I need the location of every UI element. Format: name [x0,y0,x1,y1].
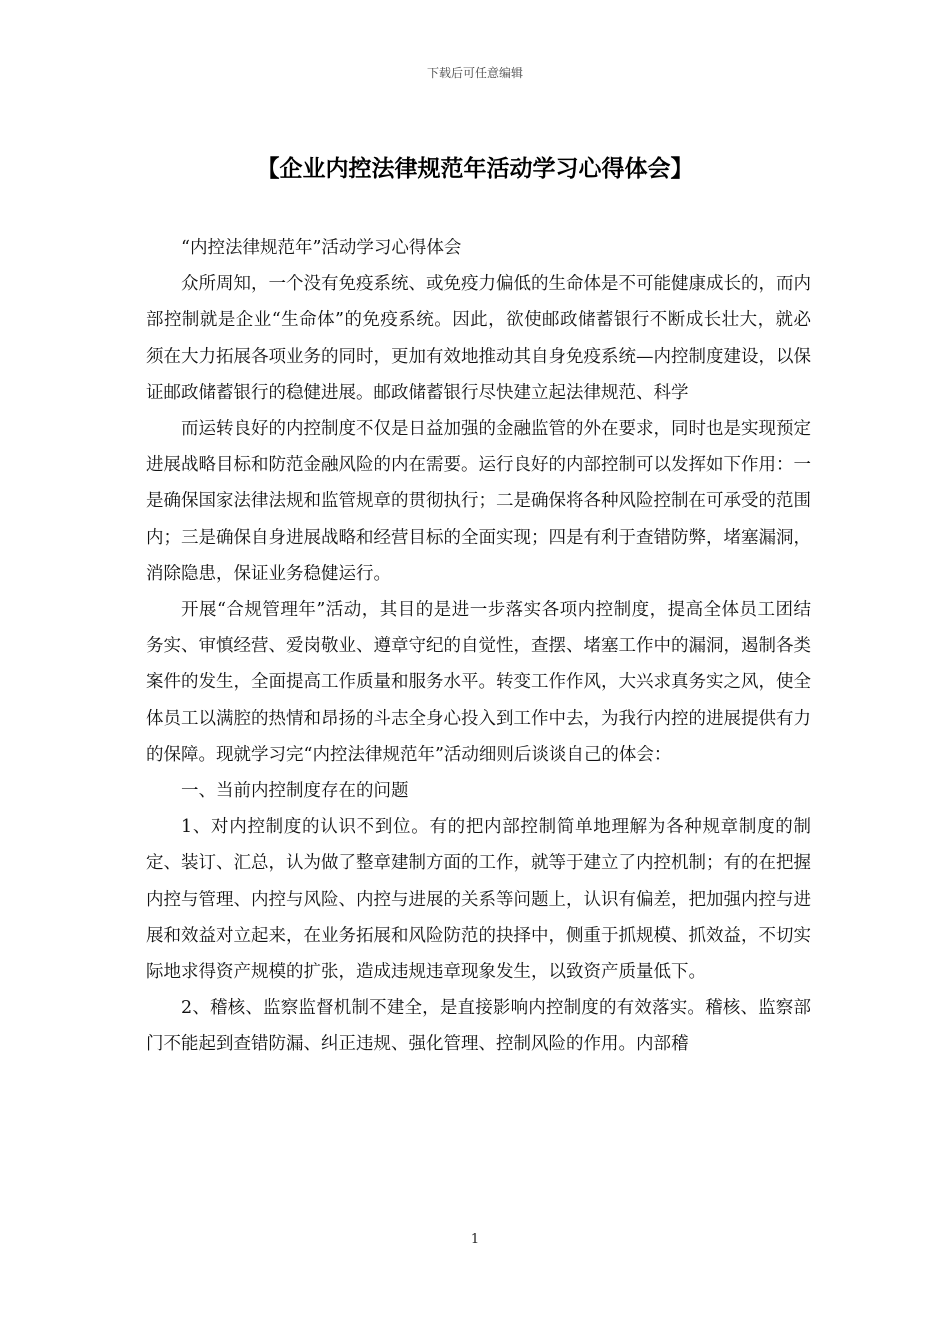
paragraph: 2、稽核、监察监督机制不建全，是直接影响内控制度的有效落实。稽核、监察部门不能起到查错防漏、纠正违规、强化管理、控制风险的作用。内部稽 [146,998,811,1055]
paragraph: 而运转良好的内控制度不仅是日益加强的金融监管的外在要求，同时也是实现预定进展战略目标和防范金融风险的内在需要。运行良好的内部控制可以发挥如下作用：一是确保国家法律法规和监管规章的贯彻执行；二是确保将各种风险控制在可承受的范围内；三是确保自身进展战略和经营目标的全面实现；四是有利于查错防弊，堵塞漏洞，消除隐患，保证业务稳健运行。 [146,419,811,584]
paragraph-subtitle: “内控法律规范年”活动学习心得体会 [181,238,462,258]
document-body [146,230,811,1063]
paragraph: 1、对内控制度的认识不到位。有的把内部控制简单地理解为各种规章制度的制定、装订、汇总，认为做了整章建制方面的工作，就等于建立了内控机制；有的在把握内控与管理、内控与风险、内控与进展的关系等问题上，认识有偏差，把加强内控与进展和效益对立起来，在业务拓展和风险防范的抉择中，侧重于抓规模、抓效益，不切实际地求得资产规模的扩张，造成违规违章现象发生，以致资产质量低下。 [146,817,811,983]
paragraph: 开展“合规管理年”活动，其目的是进一步落实各项内控制度，提高全体员工团结务实、审慎经营、爱岗敬业、遵章守纪的自觉性，查摆、堵塞工作中的漏洞，遏制各类案件的发生，全面提高工作质量和服务水平。转变工作作风，大兴求真务实之风，使全体员工以满腔的热情和昂扬的斗志全身心投入到工作中去，为我行内控的进展提供有力的保障。现就学习完“内控法律规范年”活动细则后谈谈自己的体会： [146,600,811,765]
section-heading: 一、当前内控制度存在的问题 [181,781,409,802]
document-title: 【企业内控法律规范年活动学习心得体会】 [256,155,694,182]
paragraph: 众所周知，一个没有免疫系统、或免疫力偏低的生命体是不可能健康成长的，而内部控制就是企业“生命体”的免疫系统。因此，欲使邮政储蓄银行不断成长壮大，就必须在大力拓展各项业务的同时，更加有效地推动其自身免疫系统—内控制度建设，以保证邮政储蓄银行的稳健进展。邮政储蓄银行尽快建立起法律规范、科学 [146,274,811,403]
page-number: 1 [470,1232,480,1247]
header-note: 下载后可任意编辑 [426,66,523,80]
